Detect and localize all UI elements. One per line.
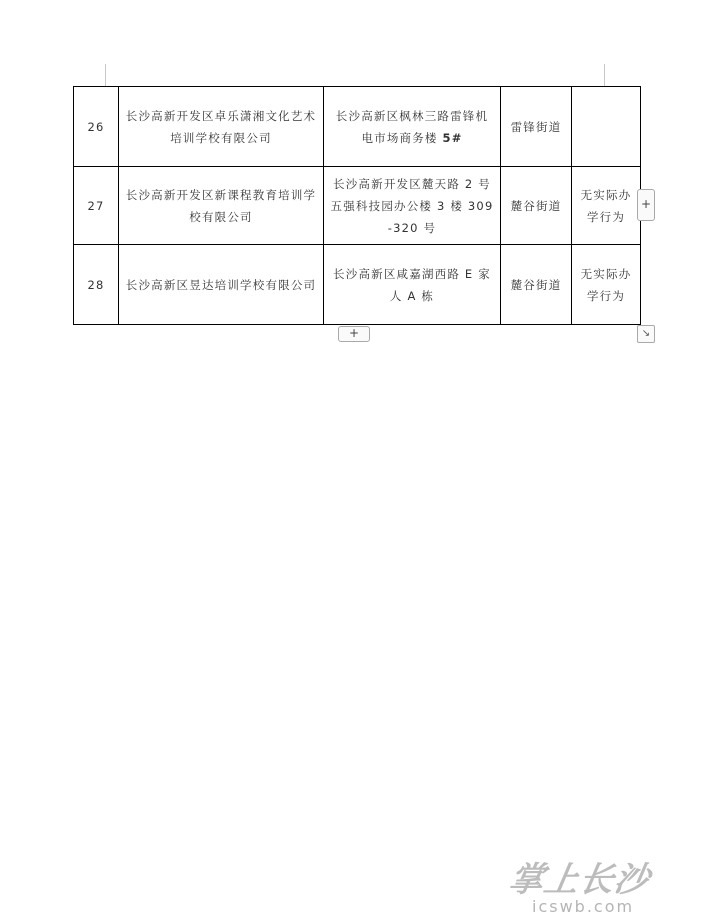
school-address — [324, 245, 501, 325]
watermark-domain: icswb.com — [532, 897, 635, 916]
school-name: 长沙高新区昱达培训学校有限公司 — [119, 245, 324, 325]
note: 无实际办学行为 — [572, 245, 641, 325]
crop-mark-left — [105, 64, 106, 86]
address-text: 长沙高新区枫林三路雷锋机电市场商务楼 — [335, 108, 489, 145]
school-name: 长沙高新开发区新课程教育培训学校有限公司 — [119, 167, 324, 245]
table-row — [74, 245, 641, 325]
school-address — [324, 87, 501, 167]
watermark — [498, 852, 698, 918]
street: 麓谷街道 — [501, 245, 572, 325]
address-text: 长沙高新区咸嘉湖西路 E 家人 A 栋 — [333, 266, 491, 303]
add-row-button[interactable]: + — [338, 326, 370, 342]
school-address — [324, 167, 501, 245]
address-text: 长沙高新开发区麓天路 2 号五强科技园办公楼 3 楼 309-320 号 — [330, 176, 494, 235]
row-number: 27 — [74, 167, 119, 245]
resize-table-icon[interactable]: ↘ — [637, 325, 655, 343]
crop-mark-right — [604, 64, 605, 86]
add-column-button[interactable]: + — [637, 189, 655, 221]
table-row — [74, 167, 641, 245]
row-number: 26 — [74, 87, 119, 167]
row-number: 28 — [74, 245, 119, 325]
school-name: 长沙高新开发区卓乐潇湘文化艺术培训学校有限公司 — [119, 87, 324, 167]
note: 无实际办学行为 — [572, 167, 641, 245]
table-row — [74, 87, 641, 167]
note — [572, 87, 641, 167]
school-list-table — [73, 86, 641, 325]
street: 雷锋街道 — [501, 87, 572, 167]
street: 麓谷街道 — [501, 167, 572, 245]
address-suffix: 5# — [442, 130, 463, 145]
watermark-logo: 掌上长沙 — [505, 860, 653, 900]
